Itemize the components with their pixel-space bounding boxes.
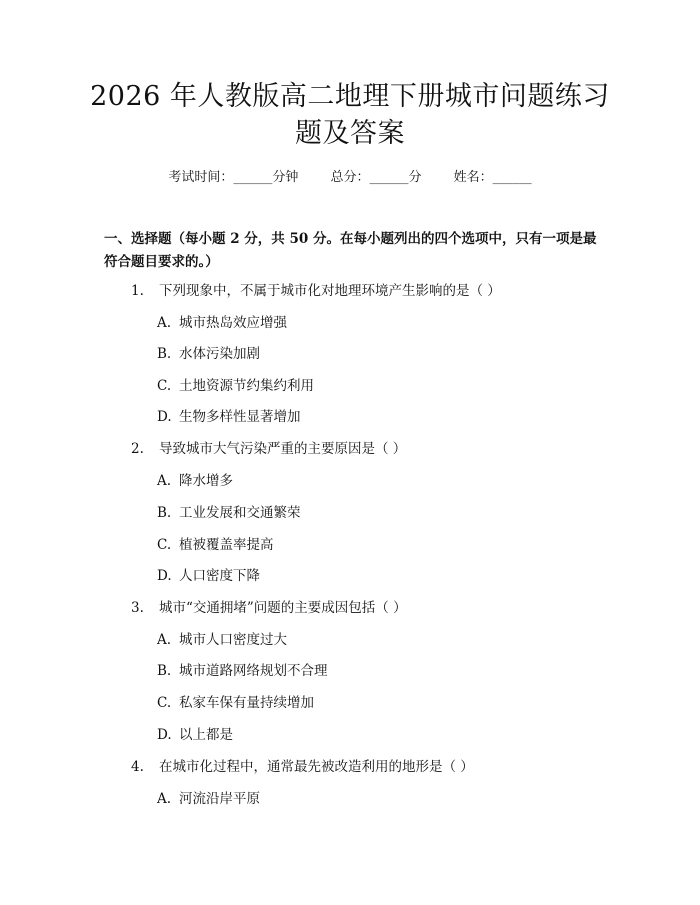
- question-2-option-a: [157, 472, 233, 490]
- question-3-option-b: [157, 662, 328, 680]
- option-letter: C.: [157, 537, 172, 553]
- question-number: 4.: [131, 759, 144, 775]
- exam-time-field: 考试时间：______分钟: [168, 170, 299, 185]
- option-letter: A.: [157, 315, 172, 331]
- question-1-option-b: [157, 345, 260, 363]
- question-3: [131, 599, 407, 617]
- question-1-option-c: [157, 377, 314, 395]
- option-letter: D.: [157, 409, 172, 425]
- question-text: 在城市化过程中，通常最先被改造利用的地形是（ ）: [159, 759, 474, 775]
- question-text: 城市“交通拥堵”问题的主要成因包括（ ）: [159, 600, 407, 616]
- option-text: 以上都是: [179, 727, 233, 743]
- option-letter: B.: [157, 505, 172, 521]
- option-text: 植被覆盖率提高: [179, 537, 274, 553]
- option-text: 水体污染加剧: [179, 346, 260, 362]
- option-text: 城市人口密度过大: [179, 632, 287, 648]
- question-number: 1.: [131, 283, 144, 299]
- question-3-option-c: [157, 694, 314, 712]
- option-text: 城市道路网络规划不合理: [179, 663, 328, 679]
- exam-meta-line: [0, 169, 700, 187]
- option-letter: A.: [157, 473, 172, 489]
- option-letter: B.: [157, 346, 172, 362]
- option-text: 河流沿岸平原: [179, 791, 260, 807]
- question-3-option-a: [157, 631, 287, 649]
- option-letter: A.: [157, 632, 172, 648]
- question-4: [131, 758, 474, 776]
- question-1: [131, 282, 501, 300]
- question-4-option-a: [157, 790, 260, 808]
- option-text: 私家车保有量持续增加: [179, 695, 314, 711]
- student-name-field: 姓名：______: [453, 170, 532, 185]
- option-text: 城市热岛效应增强: [179, 315, 287, 331]
- question-1-option-a: [157, 314, 287, 332]
- question-3-option-d: [157, 726, 233, 744]
- option-letter: C.: [157, 695, 172, 711]
- option-text: 人口密度下降: [179, 568, 260, 584]
- section-heading: 一、选择题（每小题 2 分，共 50 分。在每小题列出的四个选项中，只有一项是最符合题目要求的。）: [104, 231, 597, 270]
- question-number: 3.: [131, 600, 144, 616]
- option-text: 降水增多: [179, 473, 233, 489]
- option-text: 生物多样性显著增加: [179, 409, 301, 425]
- question-text: 下列现象中，不属于城市化对地理环境产生影响的是（ ）: [159, 283, 501, 299]
- question-2-option-c: [157, 536, 274, 554]
- question-number: 2.: [131, 441, 144, 457]
- option-letter: D.: [157, 727, 172, 743]
- question-2-option-d: [157, 567, 260, 585]
- document-title: 2026 年人教版高二地理下册城市问题练习题及答案: [90, 81, 610, 149]
- option-letter: C.: [157, 378, 172, 394]
- question-2-option-b: [157, 504, 301, 522]
- option-text: 工业发展和交通繁荣: [179, 505, 301, 521]
- option-letter: D.: [157, 568, 172, 584]
- question-text: 导致城市大气污染严重的主要原因是（ ）: [159, 441, 407, 457]
- question-2: [131, 440, 406, 458]
- option-letter: A.: [157, 791, 172, 807]
- total-score-field: 总分：______分: [330, 170, 422, 185]
- option-letter: B.: [157, 663, 172, 679]
- option-text: 土地资源节约集约利用: [179, 378, 314, 394]
- question-1-option-d: [157, 408, 301, 426]
